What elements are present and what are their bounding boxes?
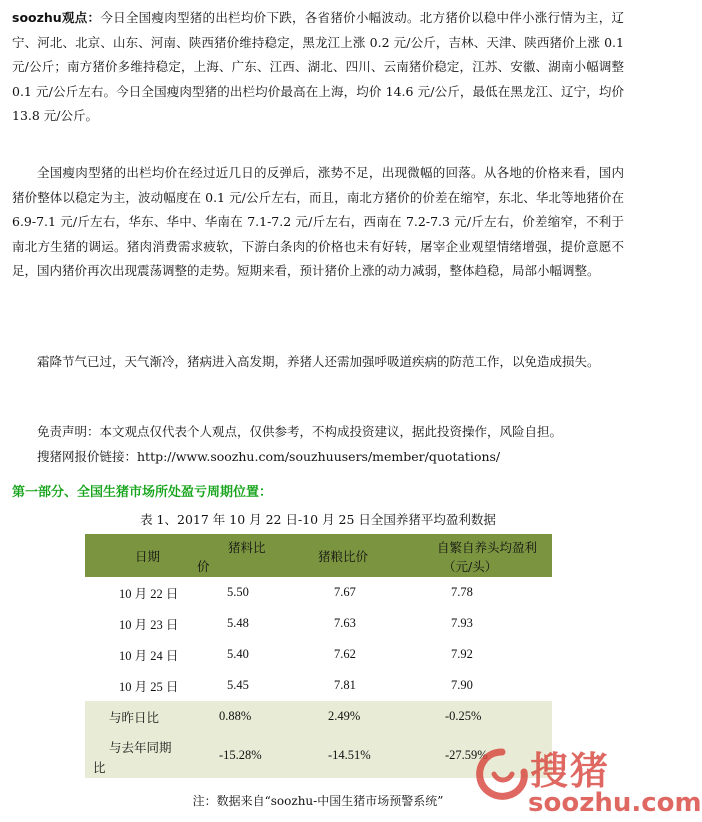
intro-label: soozhu观点： — [12, 10, 101, 25]
table-row: 10 月 22 日 5.50 7.67 7.78 — [119, 585, 473, 601]
intro-paragraph — [12, 6, 624, 129]
watermark-cn: 搜猪 — [530, 749, 611, 793]
day-compare-row: 与昨日比 0.88% 2.49% -0.25% — [85, 701, 552, 732]
header-feed-ratio: 猪料比 价 — [197, 534, 308, 577]
table-row: 10 月 24 日 5.40 7.62 7.92 — [119, 647, 473, 663]
table-row: 10 月 23 日 5.48 7.63 7.93 — [119, 616, 473, 632]
quote-link-line[interactable]: 搜猪网报价链接：http://www.soozhu.com/souzhuusers/member/quotations/ — [37, 449, 501, 464]
table-header-row — [85, 534, 552, 577]
section-title: 第一部分、全国生猪市场所处盈亏周期位置： — [12, 485, 273, 500]
header-date: 日期 — [85, 534, 197, 577]
intro-text: 今日全国瘦肉型猪的出栏均价下跌，各省猪价小幅波动。北方猪价以稳中伴小涨行情为主，辽宁、河北、北京、山东、河南、陕西猪价维持稳定，黑龙江上涨 0.2 元/公斤，吉林、天津、陕西猪价上涨 0.1 元/公斤；南方猪价多维持稳定，上海、广东、江西、湖北、四川、云南猪价稳定，江苏、安徽、湖南小幅调整 0.1 元/公斤左右。今日全国瘦肉型猪的出栏均价最高在上海，均价 14.6 元/公斤，最低在黑龙江、辽宁，均价 13.8 元/公斤。 — [12, 10, 624, 124]
disease-paragraph: 霜降节气已过，天气渐冷，猪病进入高发期，养猪人还需加强呼吸道疾病的防范工作，以免造成损失。 — [37, 354, 600, 369]
header-grain-ratio: 猪粮比价 — [308, 534, 419, 577]
disclaimer-line: 免责声明：本文观点仅代表个人观点，仅供参考，不构成投资建议，据此投资操作，风险自担。 — [37, 424, 563, 439]
soozhu-watermark-logo — [468, 740, 702, 822]
table-row: 10 月 25 日 5.45 7.81 7.90 — [119, 678, 473, 694]
watermark-en: soozhu.com — [528, 788, 702, 818]
header-profit: 自繁自养头均盈利 （元/头） — [419, 534, 552, 577]
year-compare-row: 与去年同期 比 -15.28% -14.51% -27.59% — [85, 732, 552, 778]
data-source-note: 注：数据来自“soozhu-中国生猪市场预警系统” — [192, 794, 444, 808]
pig-logo-icon — [472, 744, 532, 804]
table-caption: 表 1、2017 年 10 月 22 日-10 月 25 日全国养猪平均盈利数据 — [140, 512, 496, 527]
analysis-paragraph: 全国瘦肉型猪的出栏均价在经过近几日的反弹后，涨势不足，出现微幅的回落。从各地的价格来看，国内猪价整体以稳定为主，波动幅度在 0.1 元/公斤左右，而且，南北方猪价的价差在缩窄，东北、华北等地猪价在 6.9-7.1 元/斤左右，华东、华中、华南在 7.1-7.2 元/斤左右，西南在 7.2-7.3 元/斤左右，价差缩窄，不利于南北方生猪的调运。猪肉消费需求疲软，下游白条肉的价格也未有好转，屠宰企业观望情绪增强，提价意愿不足，国内猪价再次出现震荡调整的走势。短期来看，预计猪价上涨的动力减弱，整体趋稳，局部小幅调整。 — [12, 165, 624, 279]
